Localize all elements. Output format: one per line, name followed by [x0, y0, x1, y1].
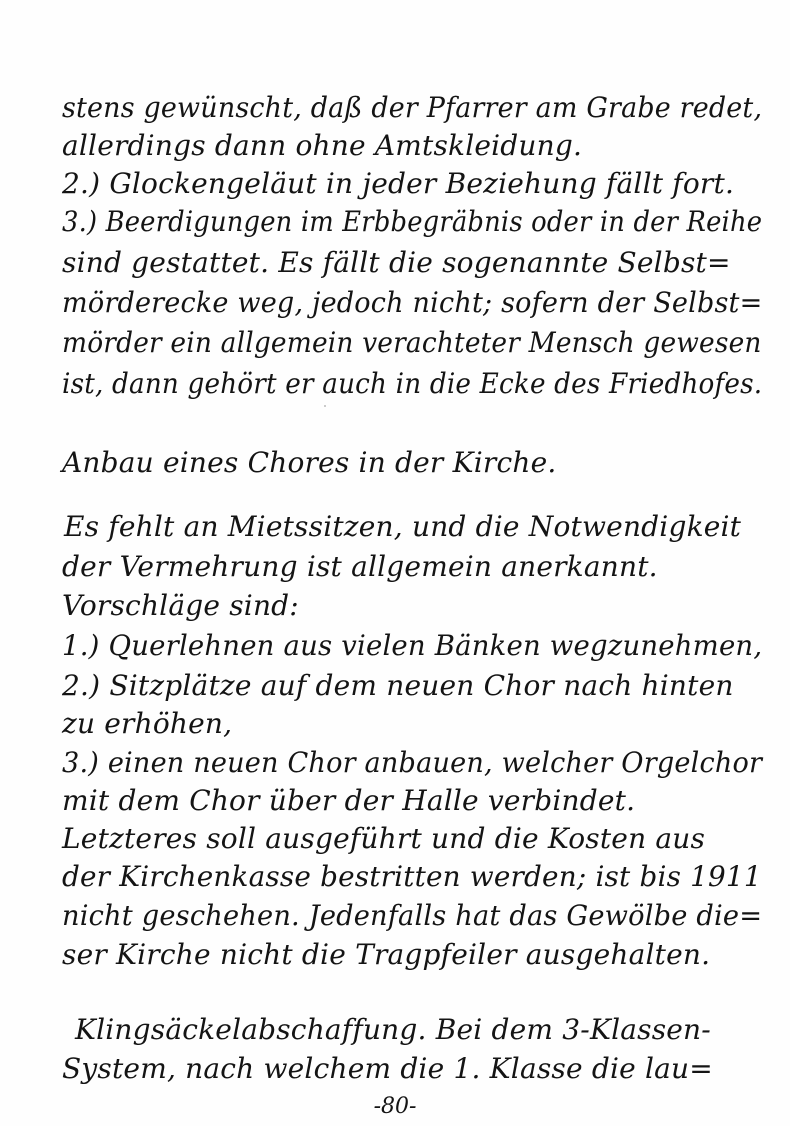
- text-line: der Kirchenkasse bestritten werden; ist bis 1911: [62, 860, 762, 893]
- text-line: 2.) Glockengeläut in jeder Beziehung fällt fort.: [62, 167, 735, 200]
- text-line: Vorschläge sind:: [62, 589, 299, 622]
- text-line: ist, dann gehört er auch in die Ecke des Friedhofes.: [62, 367, 763, 400]
- text-line: mörderecke weg, jedoch nicht; sofern der Selbst=: [62, 286, 763, 319]
- text-line: Es fehlt an Mietssitzen, und die Notwendigkeit: [64, 510, 742, 543]
- text-line: stens gewünscht, daß der Pfarrer am Grabe redet,: [62, 91, 763, 124]
- text-line: zu erhöhen,: [62, 707, 233, 740]
- text-line: allerdings dann ohne Amtskleidung.: [62, 129, 583, 162]
- paper-speck: [324, 405, 326, 407]
- text-line: sind gestattet. Es fällt die sogenannte Selbst=: [62, 246, 731, 279]
- text-line: Letzteres soll ausgeführt und die Kosten aus: [62, 822, 706, 855]
- section-heading: Anbau eines Chores in der Kirche.: [62, 446, 557, 479]
- text-line: Klingsäckelabschaffung. Bei dem 3-Klassen-: [75, 1013, 711, 1046]
- text-line: System, nach welchem die 1. Klasse die lau=: [62, 1052, 713, 1085]
- page-number: -80-: [373, 1094, 417, 1119]
- text-line: 3.) einen neuen Chor anbauen, welcher Orgelchor: [62, 746, 763, 779]
- text-line: mörder ein allgemein verachteter Mensch gewesen: [62, 326, 762, 359]
- text-line: 1.) Querlehnen aus vielen Bänken wegzunehmen,: [62, 629, 763, 662]
- text-line: 3.) Beerdigungen im Erbbegräbnis oder in der Reihe: [62, 205, 763, 238]
- text-line: nicht geschehen. Jedenfalls hat das Gewölbe die=: [62, 899, 763, 932]
- text-line: ser Kirche nicht die Tragpfeiler ausgehalten.: [62, 938, 711, 971]
- text-line: mit dem Chor über der Halle verbindet.: [62, 784, 636, 817]
- text-line: der Vermehrung ist allgemein anerkannt.: [62, 550, 658, 583]
- text-line: 2.) Sitzplätze auf dem neuen Chor nach hinten: [62, 669, 734, 702]
